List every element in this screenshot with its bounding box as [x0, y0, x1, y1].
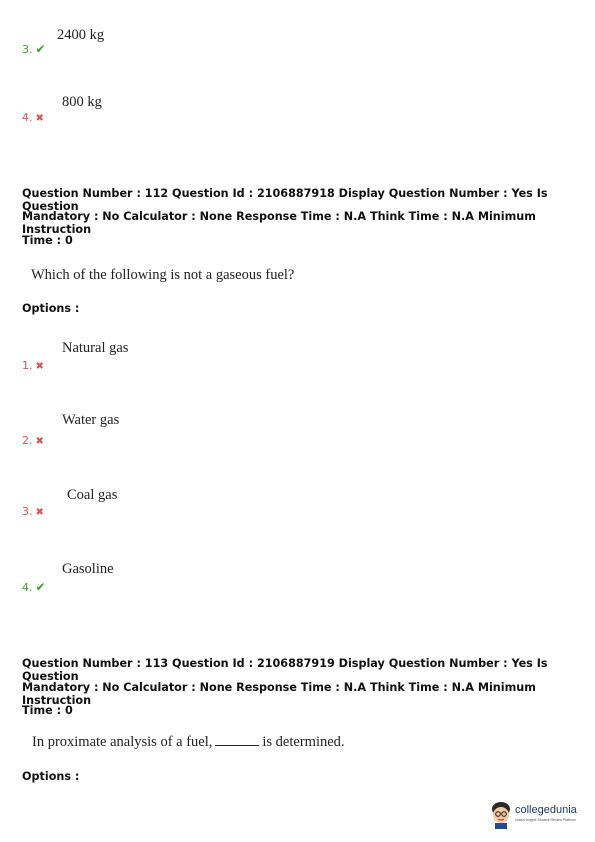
option-item [22, 106, 44, 125]
cross-icon: ✖ [35, 361, 44, 372]
logo-tagline: India's largest Student Review Platform [515, 818, 576, 822]
option-text: 800 kg [62, 94, 102, 110]
logo-name: collegedunia [515, 804, 577, 816]
question-meta-line: Time : 0 [22, 234, 73, 247]
question-meta-line: Question Number : 112 Question Id : 2106887918 Display Question Number : Yes Is Question [22, 187, 548, 213]
option-text: Coal gas [67, 487, 118, 503]
option-number: 4. [22, 581, 33, 594]
option-number: 4. [22, 111, 33, 124]
question-text-before: In proximate analysis of a fuel, [32, 734, 213, 750]
option-text: Natural gas [62, 340, 129, 356]
option-item [22, 576, 46, 595]
option-number: 3. [22, 43, 33, 56]
cross-icon: ✖ [35, 113, 44, 124]
options-label: Options : [22, 302, 80, 315]
option-text: Gasoline [62, 561, 114, 577]
question-meta-line: Question Number : 113 Question Id : 2106887919 Display Question Number : Yes Is Question [22, 657, 548, 683]
option-item [22, 38, 46, 57]
answer-blank [215, 735, 259, 746]
question-text: Which of the following is not a gaseous fuel? [31, 267, 295, 283]
question-text-after: is determined. [262, 734, 345, 750]
cross-icon: ✖ [35, 436, 44, 447]
option-number: 2. [22, 434, 33, 447]
option-item [22, 429, 44, 448]
option-item [22, 500, 44, 519]
check-icon: ✔ [35, 580, 46, 594]
check-icon: ✔ [35, 42, 46, 56]
question-meta-line: Mandatory : No Calculator : None Response Time : N.A Think Time : N.A Minimum Instruction [22, 681, 536, 707]
option-number: 3. [22, 505, 33, 518]
question-meta-line: Mandatory : No Calculator : None Response Time : N.A Think Time : N.A Minimum Instruction [22, 210, 536, 236]
option-number: 1. [22, 359, 33, 372]
collegedunia-logo [489, 800, 589, 832]
options-label: Options : [22, 770, 80, 783]
option-text: 2400 kg [57, 27, 105, 43]
cross-icon: ✖ [35, 507, 44, 518]
option-item [22, 354, 44, 373]
mascot-icon [489, 800, 513, 830]
question-meta-line: Time : 0 [22, 704, 73, 717]
option-text: Water gas [62, 412, 120, 428]
question-text [32, 734, 345, 751]
